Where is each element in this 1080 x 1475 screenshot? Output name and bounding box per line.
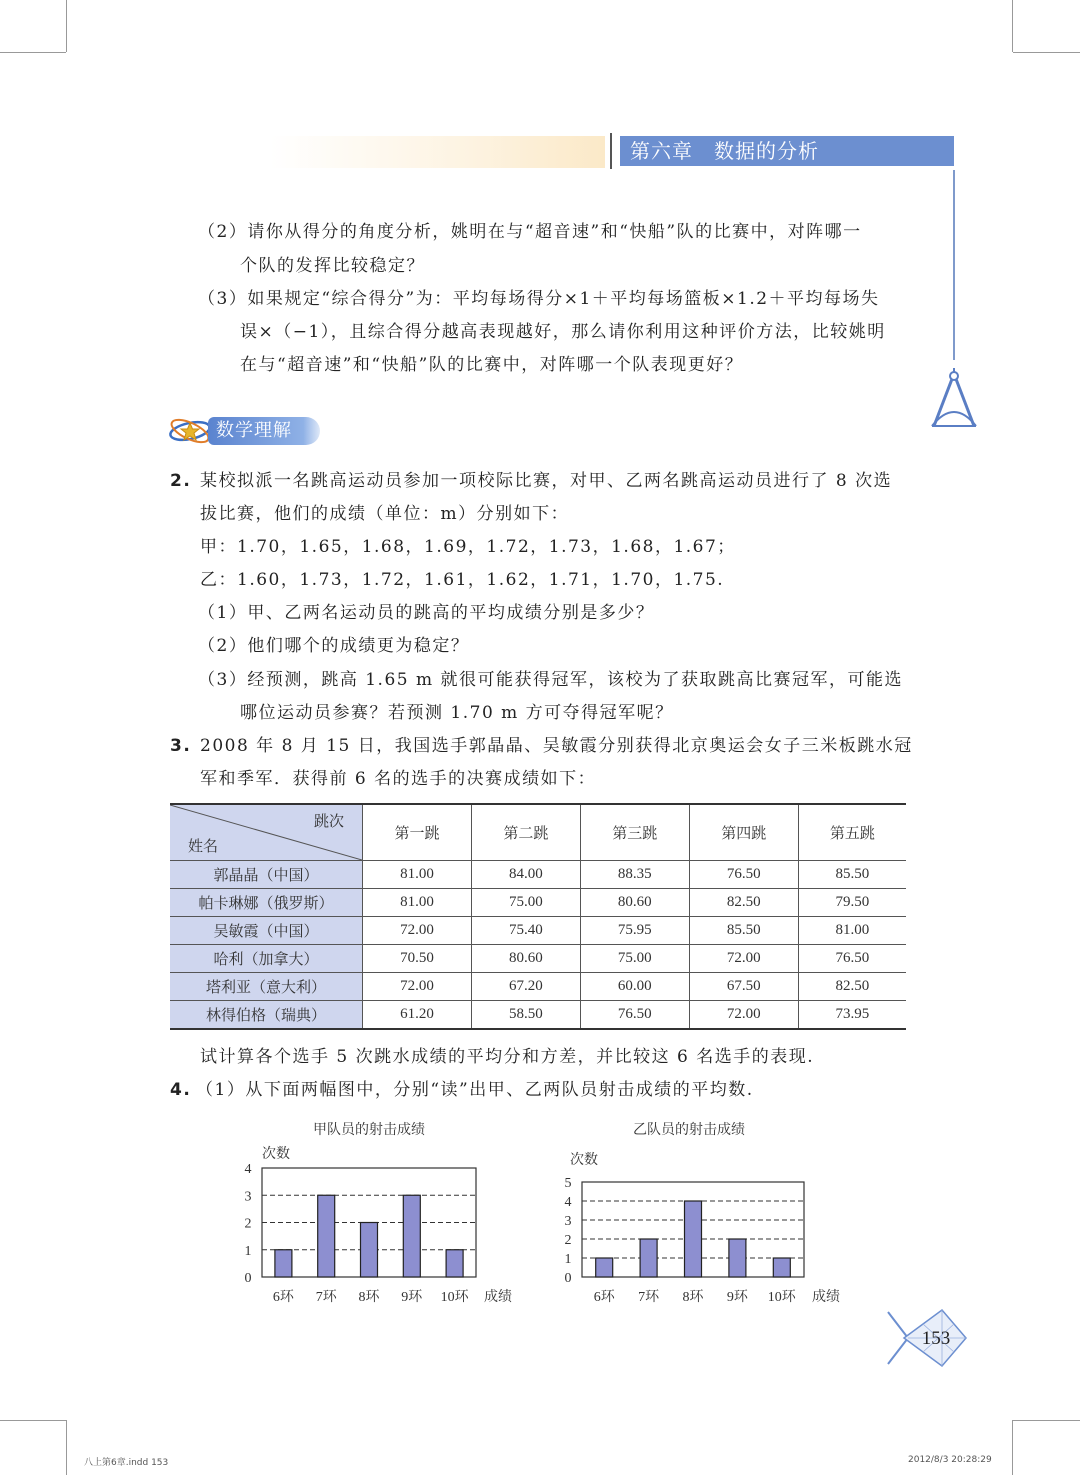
score-cell: 81.00: [798, 917, 906, 945]
bar: [773, 1258, 790, 1277]
y-tick-label: 0: [564, 1271, 572, 1286]
column-header: 第四跳: [689, 804, 798, 861]
chapter-title: 第六章 数据的分析: [620, 136, 954, 166]
bar: [640, 1239, 657, 1277]
q2-sub3-line2: 哪位运动员参赛？若预测 1.70 m 方可夺得冠军呢？: [240, 703, 674, 723]
score-cell: 70.50: [363, 945, 472, 973]
score-cell: 84.00: [471, 861, 580, 889]
athlete-name: 哈利（加拿大）: [170, 945, 363, 973]
header-gradient: [270, 136, 605, 168]
table-row: [170, 1001, 906, 1030]
score-table: [170, 803, 906, 1030]
x-tick-label: 6环: [272, 1290, 294, 1305]
score-cell: 61.20: [363, 1001, 472, 1030]
y-tick-label: 1: [564, 1252, 572, 1267]
q2-line1: 某校拟派一名跳高运动员参加一项校际比赛，对甲、乙两名跳高运动员进行了 8 次选: [200, 471, 893, 491]
score-cell: 72.00: [689, 945, 798, 973]
x-tick-label: 10环: [440, 1290, 469, 1305]
table-row: [170, 973, 906, 1001]
y-tick-label: 3: [244, 1189, 252, 1205]
chart-yi: [550, 1112, 850, 1312]
y-tick-label: 1: [244, 1243, 252, 1259]
corner-bottom-label: 姓名: [188, 839, 219, 855]
footer-file: 八上第6章.indd 153: [84, 1458, 169, 1468]
athlete-name: 帕卡琳娜（俄罗斯）: [170, 889, 363, 917]
score-cell: 67.50: [689, 973, 798, 1001]
x-tick-label: 8环: [682, 1290, 704, 1305]
q4-line1: （1）从下面两幅图中，分别“读”出甲、乙两队员射击成绩的平均数.: [196, 1080, 754, 1100]
q1-part2-line2: 个队的发挥比较稳定？: [240, 256, 425, 276]
bar: [403, 1195, 420, 1277]
score-cell: 58.50: [471, 1001, 580, 1030]
table-header-row: [170, 804, 906, 861]
score-cell: 82.50: [689, 889, 798, 917]
x-tick-label: 6环: [593, 1290, 615, 1305]
q1-part2-line1: （2）请你从得分的角度分析，姚明在与“超音速”和“快船”队的比赛中，对阵哪一: [198, 222, 862, 242]
score-cell: 82.50: [798, 973, 906, 1001]
score-cell: 85.50: [798, 861, 906, 889]
score-cell: 67.20: [471, 973, 580, 1001]
q2-jia-data: 甲：1.70，1.65，1.68，1.69，1.72，1.73，1.68，1.67；: [200, 537, 736, 557]
score-cell: 73.95: [798, 1001, 906, 1030]
q4-number: 4.: [170, 1080, 192, 1100]
score-cell: 72.00: [689, 1001, 798, 1030]
table-row: [170, 945, 906, 973]
y-tick-label: 2: [244, 1216, 252, 1232]
bar: [685, 1201, 702, 1277]
chart-jia: [230, 1112, 530, 1312]
table-row: [170, 917, 906, 945]
compass-icon: [928, 368, 980, 430]
bar: [596, 1258, 613, 1277]
q1-part3-line1: （3）如果规定“综合得分”为：平均每场得分×1＋平均每场篮板×1.2＋平均每场失: [198, 289, 880, 309]
score-cell: 76.50: [798, 945, 906, 973]
crop-mark: [66, 1420, 67, 1475]
q2-sub3-line1: （3）经预测，跳高 1.65 m 就很可能获得冠军，该校为了获取跳高比赛冠军，可能选: [198, 670, 903, 690]
score-cell: 79.50: [798, 889, 906, 917]
score-cell: 88.35: [580, 861, 689, 889]
q1-part3-line2: 误×（−1），且综合得分越高表现越好，那么请你利用这种评价方法，比较姚明: [240, 322, 886, 342]
crop-mark: [1012, 1420, 1013, 1475]
x-axis-label: 成绩: [812, 1290, 840, 1305]
table-row: [170, 889, 906, 917]
score-cell: 60.00: [580, 973, 689, 1001]
x-tick-label: 9环: [401, 1290, 423, 1305]
bar: [446, 1250, 463, 1277]
column-header: 第三跳: [580, 804, 689, 861]
x-tick-label: 9环: [726, 1290, 748, 1305]
y-tick-label: 4: [244, 1162, 252, 1177]
y-axis-label: 次数: [262, 1147, 290, 1162]
y-tick-label: 4: [564, 1195, 572, 1210]
score-cell: 75.40: [471, 917, 580, 945]
crop-mark: [0, 52, 66, 53]
x-axis-label: 成绩: [484, 1290, 512, 1305]
crop-mark: [66, 0, 67, 52]
score-cell: 76.50: [580, 1001, 689, 1030]
score-cell: 72.00: [363, 917, 472, 945]
score-cell: 75.00: [471, 889, 580, 917]
bar: [275, 1250, 292, 1277]
crop-mark: [1012, 0, 1013, 52]
q1-part3-line3: 在与“超音速”和“快船”队的比赛中，对阵哪一个队表现更好？: [240, 355, 744, 375]
q2-number: 2.: [170, 471, 192, 491]
table-row: [170, 861, 906, 889]
q3-line1: 2008 年 8 月 15 日，我国选手郭晶晶、吴敏霞分别获得北京奥运会女子三米板跳水冠: [200, 736, 913, 756]
page-number-badge: [886, 1308, 970, 1368]
crop-mark: [1013, 1420, 1080, 1421]
score-cell: 80.60: [580, 889, 689, 917]
q2-yi-data: 乙：1.60，1.73，1.72，1.61，1.62，1.71，1.70，1.75.: [200, 570, 725, 590]
crop-mark: [1013, 52, 1080, 53]
x-tick-label: 8环: [358, 1290, 380, 1305]
page-number: 153: [921, 1328, 951, 1349]
chart-title: 乙队员的射击成绩: [633, 1123, 745, 1138]
y-tick-label: 3: [564, 1214, 572, 1229]
q3-number: 3.: [170, 736, 192, 756]
score-cell: 81.00: [363, 889, 472, 917]
score-cell: 75.00: [580, 945, 689, 973]
y-tick-label: 2: [564, 1233, 572, 1248]
y-tick-label: 0: [244, 1271, 252, 1286]
crop-mark: [0, 1420, 66, 1421]
column-header: 第二跳: [471, 804, 580, 861]
score-cell: 72.00: [363, 973, 472, 1001]
q3-after: 试计算各个选手 5 次跳水成绩的平均分和方差，并比较这 6 名选手的表现.: [200, 1047, 815, 1067]
bar: [729, 1239, 746, 1277]
score-cell: 75.95: [580, 917, 689, 945]
bar: [361, 1223, 378, 1278]
athlete-name: 塔利亚（意大利）: [170, 973, 363, 1001]
margin-rule: [953, 170, 955, 360]
x-tick-label: 10环: [767, 1290, 796, 1305]
score-cell: 85.50: [689, 917, 798, 945]
athlete-name: 郭晶晶（中国）: [170, 861, 363, 889]
y-axis-label: 次数: [570, 1153, 598, 1168]
table-corner-cell: [170, 804, 363, 861]
column-header: 第五跳: [798, 804, 906, 861]
q2-sub2: （2）他们哪个的成绩更为稳定？: [198, 636, 470, 656]
header-divider: [610, 133, 612, 169]
x-tick-label: 7环: [315, 1290, 337, 1305]
athlete-name: 吴敏霞（中国）: [170, 917, 363, 945]
column-header: 第一跳: [363, 804, 472, 861]
score-cell: 76.50: [689, 861, 798, 889]
bar: [318, 1195, 335, 1277]
q3-line2: 军和季军．获得前 6 名的选手的决赛成绩如下：: [200, 769, 597, 789]
corner-top-label: 跳次: [313, 814, 344, 830]
footer-timestamp: 2012/8/3 20:28:29: [908, 1455, 992, 1465]
chart-title: 甲队员的射击成绩: [313, 1123, 425, 1138]
section-badge: [168, 414, 318, 448]
q2-sub1: （1）甲、乙两名运动员的跳高的平均成绩分别是多少？: [198, 603, 655, 623]
x-tick-label: 7环: [638, 1290, 660, 1305]
q2-line2: 拔比赛，他们的成绩（单位：m）分别如下：: [200, 504, 570, 524]
section-label: 数学理解: [216, 420, 292, 441]
y-tick-label: 5: [564, 1176, 572, 1191]
score-cell: 80.60: [471, 945, 580, 973]
score-cell: 81.00: [363, 861, 472, 889]
athlete-name: 林得伯格（瑞典）: [170, 1001, 363, 1030]
